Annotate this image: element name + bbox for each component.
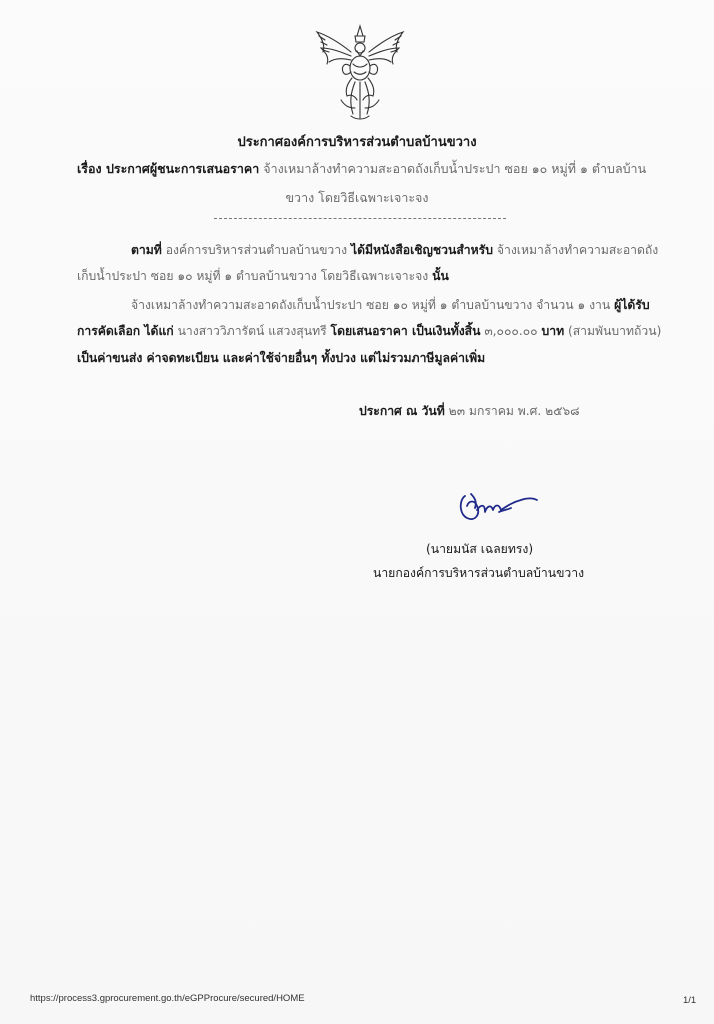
p1-org: องค์การบริหารส่วนตำบลบ้านขวาง — [165, 243, 348, 257]
handwritten-signature-icon — [455, 488, 539, 526]
divider — [214, 218, 506, 219]
paragraph-2-line-2 — [77, 322, 661, 341]
p2-winner-name: นางสาววิภารัตน์ แสวงสุนทรี — [177, 324, 327, 338]
date-label: ประกาศ ณ วันที่ — [359, 404, 445, 418]
subject-text: จ้างเหมาล้างทำความสะอาดถังเก็บน้ำประปา ซอย ๑๐ หมู่ที่ ๑ ตำบลบ้าน — [263, 161, 647, 176]
subject-line — [77, 159, 667, 179]
p2-price-label: โดยเสนอราคา เป็นเงินทั้งสิ้น — [330, 324, 481, 338]
p2-price-value: ๓,๐๐๐.๐๐ — [484, 324, 538, 338]
paragraph-1-line-2 — [77, 267, 449, 286]
p1-lead: ตามที่ — [131, 243, 162, 257]
p2-selected-label: การคัดเลือก ได้แก่ — [77, 324, 174, 338]
subject-text-continued: ขวาง โดยวิธีเฉพาะเจาะจง — [285, 190, 429, 205]
p1-project-cont: เก็บน้ำประปา ซอย ๑๐ หมู่ที่ ๑ ตำบลบ้านขวาง โดยวิธีเฉพาะเจาะจง — [77, 269, 429, 283]
p1-project: จ้างเหมาล้างทำความสะอาดถัง — [496, 243, 659, 257]
signer-position: นายกองค์การบริหารส่วนตำบลบ้านขวาง — [373, 566, 585, 580]
announcement-title: ประกาศองค์การบริหารส่วนตำบลบ้านขวาง — [237, 135, 477, 150]
paragraph-2-line-1 — [131, 296, 650, 315]
date-value: ๒๓ มกราคม พ.ศ. ๒๕๖๘ — [448, 404, 580, 418]
p1-invite: ได้มีหนังสือเชิญชวนสำหรับ — [350, 243, 493, 257]
p2-project: จ้างเหมาล้างทำความสะอาดถังเก็บน้ำประปา ซอย ๑๐ หมู่ที่ ๑ ตำบลบ้านขวาง จำนวน ๑ งาน — [131, 298, 611, 312]
p1-end: นั้น — [432, 269, 449, 283]
p2-price-words: (สามพันบาทถ้วน) — [567, 324, 662, 338]
announcement-date — [359, 402, 580, 421]
signer-name: (นายมนัส เฉลยทรง) — [426, 542, 534, 556]
garuda-emblem-icon — [311, 22, 409, 122]
page-number: 1/1 — [683, 995, 697, 1006]
p2-winner-label: ผู้ได้รับ — [614, 298, 650, 312]
footer-url: https://process3.gprocurement.go.th/eGPProcure/secured/HOME — [30, 993, 305, 1004]
paragraph-2-line-3: เป็นค่าขนส่ง ค่าจดทะเบียน และค่าใช้จ่ายอื่นๆ ทั้งปวง แต่ไม่รวมภาษีมูลค่าเพิ่ม — [77, 351, 486, 365]
p2-currency: บาท — [541, 324, 565, 338]
subject-label: เรื่อง ประกาศผู้ชนะการเสนอราคา — [77, 161, 260, 176]
paragraph-1-line-1 — [131, 241, 658, 260]
